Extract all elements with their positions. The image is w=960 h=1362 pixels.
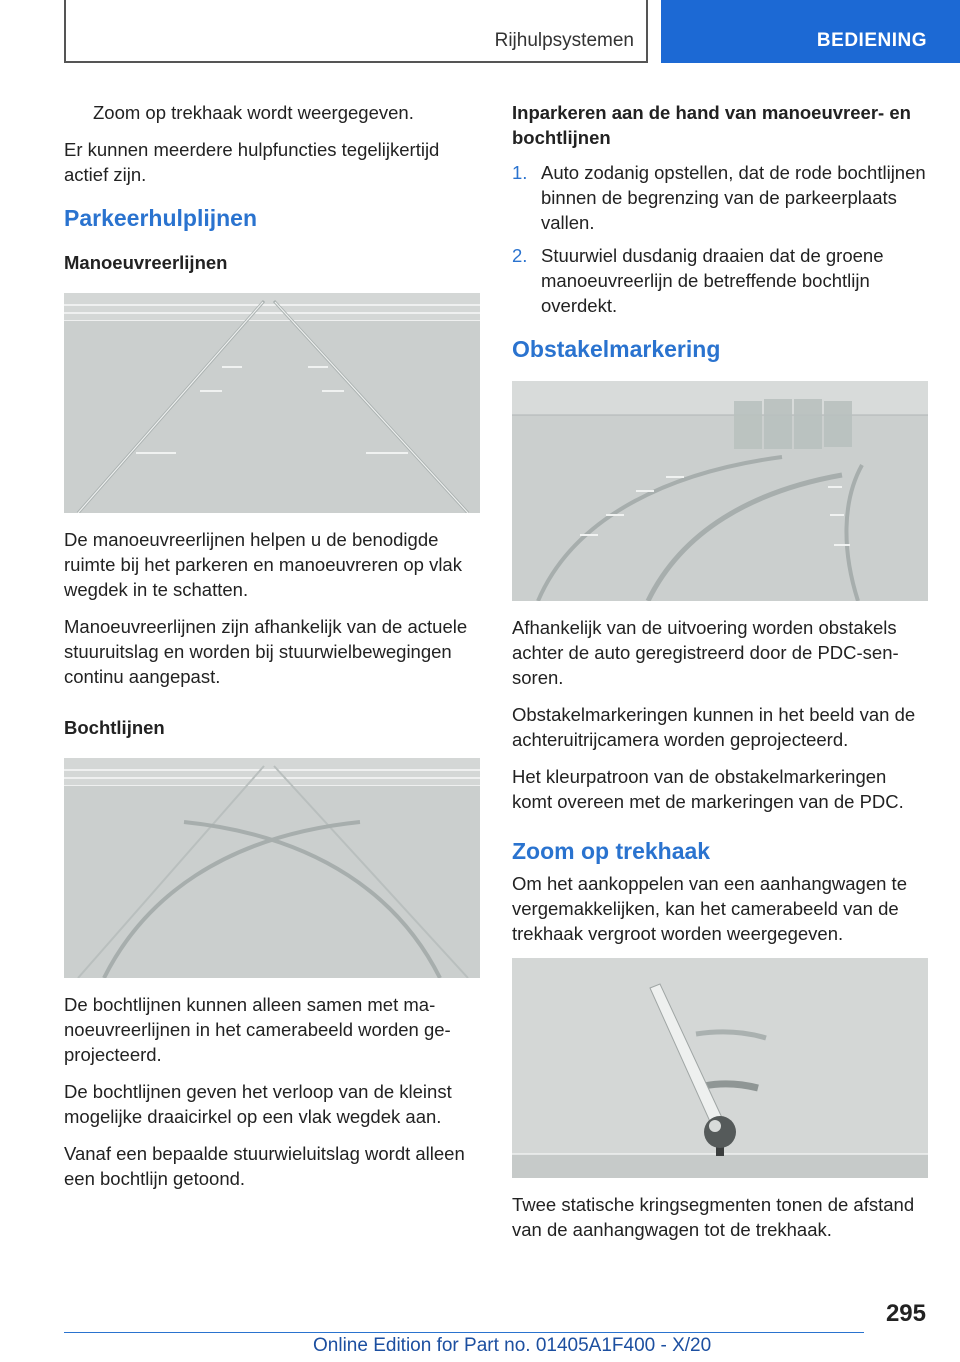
subheading-inparkeren: Inparkeren aan de hand van manoeuvreer- en bochtlijnen [512,102,911,148]
bocht-paragraph-2: De bochtlijnen geven het verloop van de kleinst mogelijke draaicirkel op een vlak wegdek aan. [64,1081,452,1127]
obstakel-paragraph-2: Obstakelmarkeringen kunnen in het beeld van de achteruitrijcamera worden geprojecteerd. [512,704,916,750]
step-number: 2. [512,245,528,266]
zoom-paragraph-2: Twee statische kringsegmenten tonen de afstand van de aanhangwagen tot de trekhaak. [512,1194,915,1240]
subheading-manoeuvreerlijnen: Manoeuvreerlijnen [64,252,228,273]
page-number: 295 [885,1300,926,1327]
intro-text: Er kunnen meerdere hulpfuncties tegelijkertijd actief zijn. [64,139,440,185]
bocht-paragraph-1: De bochtlijnen kunnen alleen samen met manoeuvreerlijnen in het camerabeeld worden geprojecteerd. [64,994,451,1065]
subheading-bochtlijnen: Bochtlijnen [64,717,165,738]
obstakel-paragraph-3: Het kleurpatroon van de obstakelmarkeringen komt overeen met de markeringen van de PDC. [512,766,904,812]
bochtlijnen-figure [64,758,480,978]
header-chapter-tab [661,0,960,63]
footer-edition: Online Edition for Part no. 01405A1F400 - X/20 [313,1335,712,1356]
manoeuvreerlijnen-figure [64,293,480,513]
left-column [64,100,482,1203]
manoeuvre-paragraph-2: Manoeuvreerlijnen zijn afhankelijk van de actuele stuuruitslag en worden bij stuurwielbewegingen continu aangepast. [64,616,468,687]
trekhaak-zoom-figure [512,958,928,1178]
heading-parkeerhulplijnen: Parkeerhulplijnen [64,205,258,231]
steps-list [512,160,930,318]
section-title: Rijhulpsystemen [494,30,634,51]
step-text: Auto zodanig opstellen, dat de rode bochtlijnen binnen de begrenzing van de parkeerplaats vallen. [541,162,926,233]
step-item [512,243,930,318]
step-item [512,160,930,235]
manoeuvre-paragraph-1: De manoeuvreerlijnen helpen u de benodigde ruimte bij het parkeren en manoeuvreren op vlak wegdek in te schatten. [64,529,462,600]
step-number: 1. [512,162,528,183]
obstakelmarkering-figure [512,381,928,601]
step-text: Stuurwiel dusdanig draaien dat de groene manoeuvreerlijn de betreffende bochtlijn overdekt. [541,245,884,316]
heading-zoom-op-trekhaak: Zoom op trekhaak [512,838,711,864]
right-column [512,100,930,1254]
chapter-title: BEDIENING [816,30,927,51]
heading-obstakelmarkering: Obstakelmarkering [512,336,721,362]
footer-divider [64,1332,864,1333]
bocht-paragraph-3: Vanaf een bepaalde stuurwieluitslag wordt alleen een bochtlijn getoond. [64,1143,465,1189]
header-section-tab [64,0,648,63]
intro-indent: Zoom op trekhaak wordt weergegeven. [93,102,414,123]
zoom-paragraph-1: Om het aankoppelen van een aanhangwagen te vergemakkelijken, kan het camerabeeld van de trekhaak vergroot worden weergegeven. [512,873,907,944]
obstakel-paragraph-1: Afhankelijk van de uitvoering worden obstakels achter de auto geregistreerd door de PDC-sensoren. [512,617,899,688]
